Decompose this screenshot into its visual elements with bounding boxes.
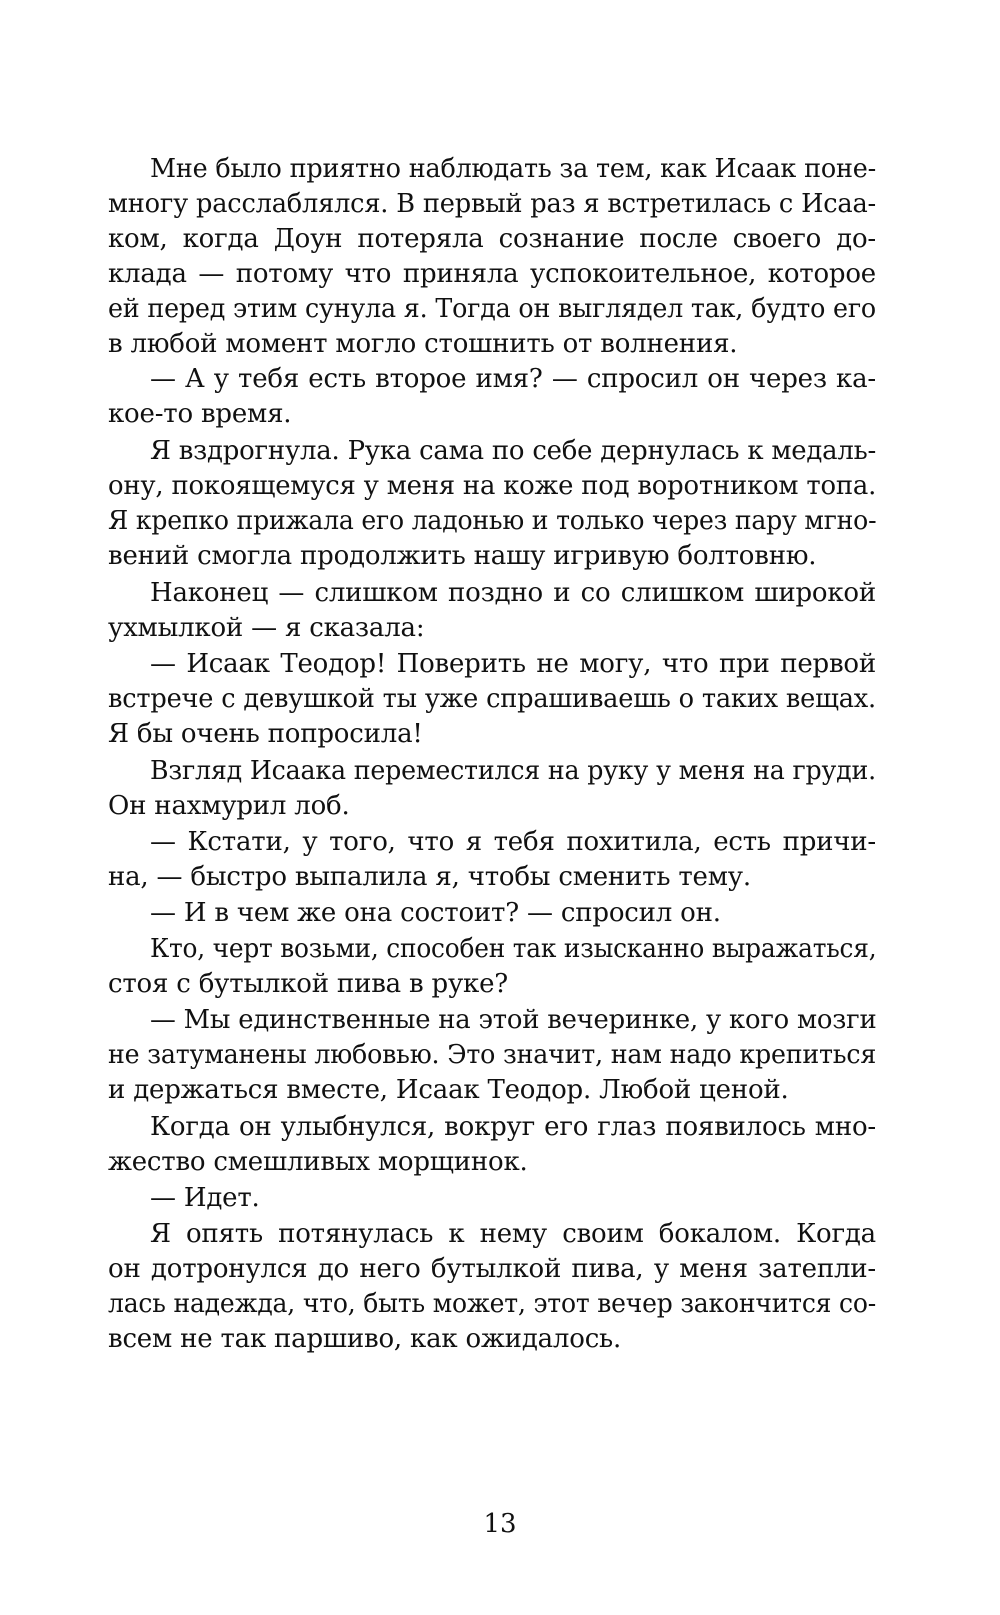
- text-line: жество смешливых морщинок.: [108, 1147, 528, 1177]
- text-line: — И в чем же она состоит? — спросил он.: [150, 898, 721, 928]
- text-line: Я бы очень попросила!: [108, 719, 423, 749]
- text-line: ону, покоящемуся у меня на коже под воротником топа.: [108, 471, 877, 501]
- text-line: Я крепко прижала его ладонью и только через пару мгно-: [108, 506, 877, 536]
- text-line: Я вздрогнула. Рука сама по себе дернулась к медаль-: [150, 436, 877, 466]
- text-line: — Идет.: [150, 1183, 260, 1213]
- text-line: — Исаак Теодор! Поверить не могу, что при первой: [150, 649, 876, 679]
- text-line: стоя с бутылкой пива в руке?: [108, 969, 509, 999]
- text-line: — А у тебя есть второе имя? — спросил он через ка-: [150, 364, 876, 394]
- text-line: он дотронулся до него бутылкой пива, у меня затепли-: [108, 1254, 876, 1284]
- text-line: — Кстати, у того, что я тебя похитила, есть причи-: [150, 827, 876, 857]
- text-line: в любой момент могло стошнить от волнения.: [108, 329, 738, 359]
- text-line: всем не так паршиво, как ожидалось.: [108, 1324, 622, 1354]
- text-line: ком, когда Доун потеряла сознание после своего до-: [108, 224, 876, 254]
- text-line: Кто, черт возьми, способен так изысканно выражаться,: [150, 934, 877, 964]
- text-line: — Мы единственные на этой вечеринке, у кого мозги: [150, 1005, 877, 1035]
- text-line: клада — потому что приняла успокоительное, которое: [108, 259, 876, 289]
- text-line: встрече с девушкой ты уже спрашиваешь о таких вещах.: [108, 684, 877, 714]
- text-line: на, — быстро выпалила я, чтобы сменить тему.: [108, 862, 751, 892]
- text-line: лась надежда, что, быть может, этот вечер закончится со-: [108, 1289, 876, 1319]
- text-line: не затуманены любовью. Это значит, нам надо крепиться: [108, 1040, 877, 1070]
- text-line: ухмылкой — я сказала:: [108, 613, 425, 643]
- text-line: ей перед этим сунула я. Тогда он выглядел так, будто его: [108, 294, 876, 324]
- page-number: 13: [483, 1509, 517, 1539]
- text-line: Взгляд Исаака переместился на руку у меня на груди.: [150, 756, 877, 786]
- text-line: вений смогла продолжить нашу игривую болтовню.: [108, 541, 817, 571]
- text-line: Когда он улыбнулся, вокруг его глаз появилось мно-: [150, 1112, 876, 1142]
- text-line: Я опять потянулась к нему своим бокалом. Когда: [150, 1219, 876, 1249]
- text-line: многу расслаблялся. В первый раз я встретилась с Исаа-: [108, 189, 877, 219]
- text-line: Мне было приятно наблюдать за тем, как Исаак поне-: [150, 154, 876, 184]
- text-line: Наконец — слишком поздно и со слишком широкой: [150, 578, 876, 608]
- text-line: Он нахмурил лоб.: [108, 791, 350, 821]
- text-line: и держаться вместе, Исаак Теодор. Любой ценой.: [108, 1075, 789, 1105]
- text-line: кое-то время.: [108, 399, 292, 429]
